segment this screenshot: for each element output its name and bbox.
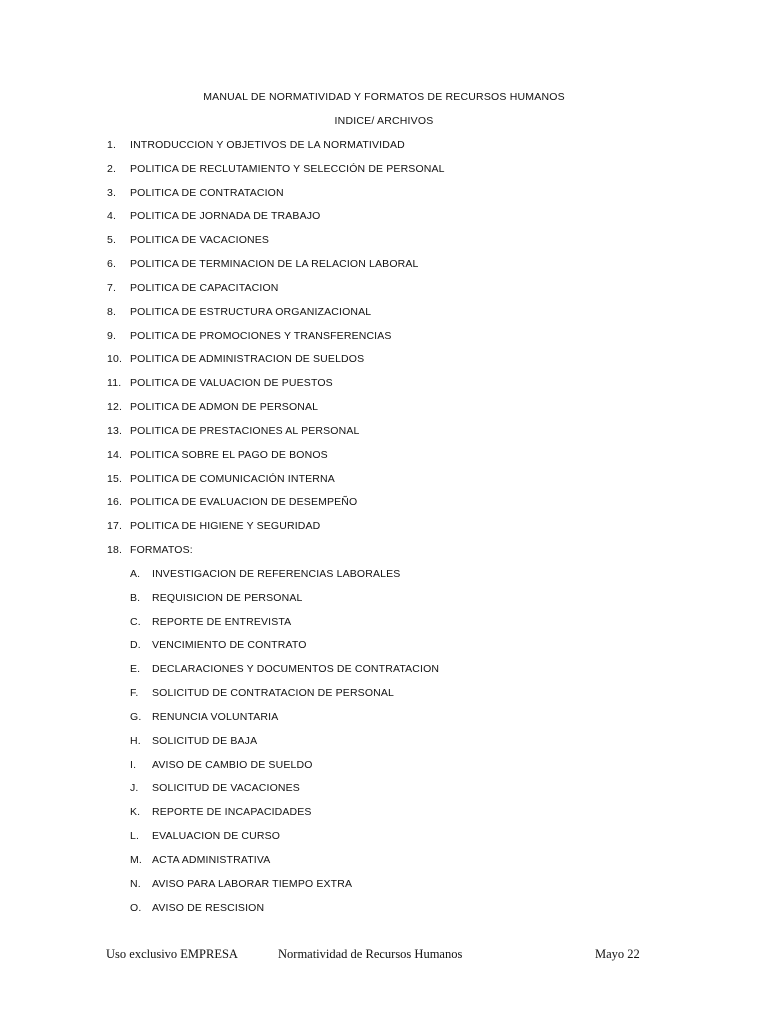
toc-item-number: 7.: [107, 281, 117, 294]
toc-item-label: FORMATOS:: [130, 544, 193, 557]
formato-item-letter: F.: [130, 687, 139, 700]
formato-item: [0, 757, 768, 781]
toc-item: [0, 471, 768, 495]
formato-item: [0, 661, 768, 685]
document-title: MANUAL DE NORMATIVIDAD Y FORMATOS DE RECURSOS HUMANOS: [203, 91, 565, 103]
toc-item: [0, 232, 768, 256]
formato-item-label: VENCIMIENTO DE CONTRATO: [152, 639, 307, 652]
formato-item-letter: L.: [130, 830, 140, 843]
formato-item-letter: O.: [130, 901, 142, 914]
formato-item: [0, 566, 768, 590]
toc-item-number: 11.: [107, 377, 122, 390]
formato-item-label: EVALUACION DE CURSO: [152, 830, 281, 843]
formato-item-label: SOLICITUD DE BAJA: [152, 734, 258, 747]
toc-item-label: POLITICA DE VACACIONES: [130, 234, 270, 247]
formato-item: [0, 590, 768, 614]
toc-item: [0, 256, 768, 280]
toc-item-formatos: [0, 542, 768, 566]
footer-date: Mayo 22: [595, 947, 640, 961]
toc-item-label: POLITICA DE RECLUTAMIENTO Y SELECCIÓN DE PERSONAL: [130, 162, 445, 175]
formato-item-label: RENUNCIA VOLUNTARIA: [152, 710, 279, 723]
toc-item-number: 18.: [107, 544, 123, 557]
document-subtitle: INDICE/ ARCHIVOS: [334, 115, 434, 127]
toc-item-label: POLITICA DE ADMON DE PERSONAL: [130, 401, 319, 414]
formato-item-label: REPORTE DE ENTREVISTA: [152, 615, 292, 628]
formato-item-letter: K.: [130, 806, 141, 819]
toc-item-number: 6.: [107, 258, 117, 271]
toc-item: [0, 137, 768, 161]
toc-item-number: 3.: [107, 186, 117, 199]
toc-item-label: POLITICA SOBRE EL PAGO DE BONOS: [130, 448, 328, 461]
formato-item-letter: M.: [130, 853, 142, 866]
toc-item-label: POLITICA DE COMUNICACIÓN INTERNA: [130, 472, 335, 485]
toc-item: [0, 518, 768, 542]
formato-item-label: SOLICITUD DE CONTRATACION DE PERSONAL: [152, 687, 395, 700]
toc-item-label: POLITICA DE ESTRUCTURA ORGANIZACIONAL: [130, 305, 372, 318]
formato-item: [0, 804, 768, 828]
toc-item-label: POLITICA DE CONTRATACION: [130, 186, 284, 199]
toc-item-label: POLITICA DE HIGIENE Y SEGURIDAD: [130, 520, 321, 533]
formato-item-letter: G.: [130, 710, 142, 723]
formato-item-letter: A.: [130, 567, 141, 580]
toc-item-number: 17.: [107, 520, 123, 533]
formato-item: [0, 900, 768, 924]
formato-item-letter: J.: [130, 782, 139, 795]
formato-item: [0, 733, 768, 757]
toc-item: [0, 423, 768, 447]
formato-item-label: SOLICITUD DE VACACIONES: [152, 782, 300, 795]
formato-item-label: REPORTE DE INCAPACIDADES: [152, 806, 312, 819]
footer-left: Uso exclusivo EMPRESA: [106, 947, 238, 961]
formato-item-label: DECLARACIONES Y DOCUMENTOS DE CONTRATACION: [152, 663, 440, 676]
toc-item-number: 14.: [107, 448, 123, 461]
toc-item-number: 13.: [107, 424, 123, 437]
toc-item-label: POLITICA DE VALUACION DE PUESTOS: [130, 377, 333, 390]
toc-item-number: 10.: [107, 353, 123, 366]
toc-item-number: 2.: [107, 162, 117, 175]
formato-item: [0, 709, 768, 733]
toc-item-label: POLITICA DE EVALUACION DE DESEMPEÑO: [130, 496, 358, 509]
formato-item: [0, 852, 768, 876]
formato-item-letter: E.: [130, 663, 141, 676]
toc-item: [0, 399, 768, 423]
toc-item: [0, 280, 768, 304]
formato-item-letter: N.: [130, 877, 141, 890]
toc-item: [0, 208, 768, 232]
toc-item: [0, 161, 768, 185]
formato-item: [0, 780, 768, 804]
toc-item-label: POLITICA DE ADMINISTRACION DE SUELDOS: [130, 353, 365, 366]
formato-item: [0, 614, 768, 638]
toc-item-number: 8.: [107, 305, 117, 318]
toc-item-label: INTRODUCCION Y OBJETIVOS DE LA NORMATIVIDAD: [130, 139, 405, 151]
formato-item-letter: D.: [130, 639, 141, 652]
formato-item: [0, 828, 768, 852]
toc-item-number: 9.: [107, 329, 117, 342]
toc-item: [0, 185, 768, 209]
toc-item-number: 5.: [107, 234, 117, 247]
toc-item-label: POLITICA DE JORNADA DE TRABAJO: [130, 210, 321, 223]
formato-item-label: ACTA ADMINISTRATIVA: [152, 853, 271, 866]
toc-item-label: POLITICA DE TERMINACION DE LA RELACION LABORAL: [130, 258, 419, 271]
formato-item-label: REQUISICION DE PERSONAL: [152, 591, 303, 604]
toc-item: [0, 494, 768, 518]
footer-center: Normatividad de Recursos Humanos: [278, 947, 463, 961]
toc-item: [0, 328, 768, 352]
formato-item-label: AVISO PARA LABORAR TIEMPO EXTRA: [152, 877, 353, 890]
toc-item-label: POLITICA DE CAPACITACION: [130, 281, 279, 294]
formato-item-label: AVISO DE RESCISION: [152, 901, 265, 914]
toc-item: [0, 351, 768, 375]
toc-item: [0, 375, 768, 399]
toc-item-number: 12.: [107, 401, 123, 414]
formato-item-label: INVESTIGACION DE REFERENCIAS LABORALES: [152, 567, 401, 580]
formato-item: [0, 685, 768, 709]
formato-item-letter: B.: [130, 591, 141, 604]
table-of-contents: [0, 137, 768, 923]
toc-item-number: 1.: [107, 139, 117, 151]
toc-item-label: POLITICA DE PRESTACIONES AL PERSONAL: [130, 424, 360, 437]
formato-item-letter: H.: [130, 734, 141, 747]
formato-item-label: AVISO DE CAMBIO DE SUELDO: [152, 758, 313, 771]
toc-item-number: 16.: [107, 496, 123, 509]
formato-item-letter: C.: [130, 615, 141, 628]
formato-item: [0, 876, 768, 900]
toc-item-number: 4.: [107, 210, 117, 223]
toc-item-number: 15.: [107, 472, 123, 485]
formato-item: [0, 637, 768, 661]
toc-item-label: POLITICA DE PROMOCIONES Y TRANSFERENCIAS: [130, 329, 392, 342]
toc-item: [0, 304, 768, 328]
toc-item: [0, 447, 768, 471]
formato-item-letter: I.: [130, 758, 137, 771]
